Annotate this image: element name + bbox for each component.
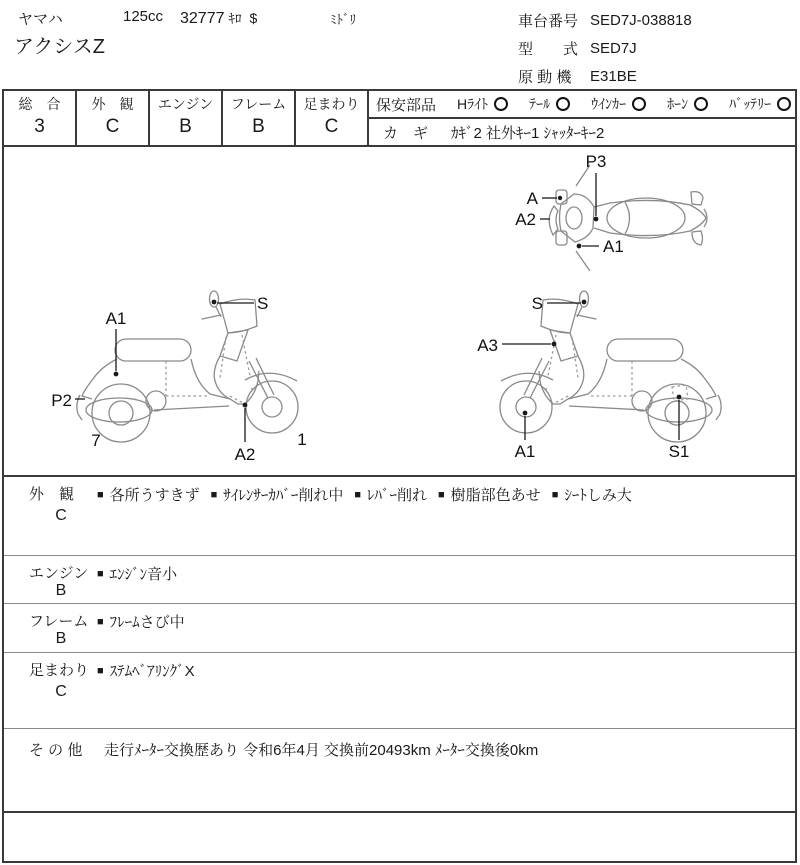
note-text: 各所うすきず [109, 487, 200, 504]
s-point-dot [212, 300, 217, 305]
s-point-dot [582, 300, 587, 305]
meter-replaced-mark: $ [249, 10, 258, 26]
grade-cell-engine [150, 91, 223, 145]
safety-item-headlight [457, 94, 508, 114]
diagram-label-s1: S1 [668, 442, 690, 461]
condition-label: フレーム [29, 613, 89, 630]
note-bullet: ■ [354, 489, 361, 501]
safety-parts-label: 保安部品 [376, 96, 437, 114]
ok-circle-icon [632, 97, 646, 111]
condition-label: そ の 他 [29, 742, 83, 759]
condition-note [354, 484, 427, 505]
other-notes-text: 走行ﾒｰﾀｰ交換歴あり 令和6年4月 交換前20493km ﾒｰﾀｰ交換後0km [104, 742, 539, 759]
note-bullet: ■ [97, 665, 104, 677]
displacement: 125cc [123, 8, 164, 25]
diagram-label-a: A [526, 189, 538, 208]
diagram-label-a1: A1 [105, 309, 127, 328]
diagram-label-a2: A2 [234, 445, 256, 464]
grade-cell-overall [4, 91, 77, 145]
grade-value: B [179, 116, 192, 137]
ok-circle-icon [777, 97, 791, 111]
safety-keys-column [369, 91, 795, 145]
grade-cell-undercarriage [296, 91, 369, 145]
a1-point-dot [114, 372, 119, 377]
top-view-drawing [549, 165, 707, 271]
grade-label: 足まわり [303, 96, 360, 112]
ok-circle-icon [556, 97, 570, 111]
left-view-labels [51, 294, 307, 464]
condition-grade: C [55, 507, 67, 524]
safety-item-tail [529, 94, 570, 114]
safety-parts-row [369, 91, 795, 119]
grade-label: 総 合 [18, 96, 61, 112]
diagram-label-p2: P2 [51, 391, 72, 410]
condition-label: エンジン [29, 565, 89, 582]
s1-point-dot [677, 395, 682, 400]
condition-row-frame [4, 604, 795, 653]
engine-code-value: E31BE [590, 67, 637, 85]
condition-note [97, 660, 195, 681]
condition-notes [97, 660, 787, 681]
condition-note [97, 484, 200, 505]
identity-block [518, 6, 692, 90]
model-code-row [518, 34, 692, 62]
note-bullet: ■ [97, 616, 104, 628]
grade-value: 3 [34, 116, 45, 137]
model-code-value: SED7J [590, 39, 637, 57]
ok-circle-icon [694, 97, 708, 111]
note-bullet: ■ [97, 489, 104, 501]
safety-item-name: ﾃｰﾙ [529, 96, 551, 112]
safety-item-name: Hﾗｲﾄ [457, 96, 489, 112]
p3-point-dot [594, 217, 599, 222]
condition-label: 外 観 [29, 486, 75, 503]
diagram-label-a2: A2 [515, 210, 536, 229]
condition-note [552, 484, 632, 505]
a2-point-dot [243, 403, 248, 408]
grade-value: C [324, 116, 339, 137]
a-point-dot [558, 196, 562, 200]
condition-note [97, 563, 177, 584]
note-text: ﾚﾊﾞｰ削れ [367, 487, 428, 504]
safety-item-name: ｳｲﾝｶｰ [591, 96, 627, 112]
grade-and-safety-table [4, 91, 795, 147]
note-text: 樹脂部色あせ [450, 487, 541, 504]
diagram-label-1: 1 [297, 430, 307, 449]
condition-row-engine [4, 556, 795, 604]
condition-notes [97, 563, 787, 584]
grade-label: 外 観 [91, 96, 134, 112]
note-text: ﾌﾚｰﾑさび中 [109, 614, 185, 631]
grade-label: フレーム [230, 96, 287, 112]
note-bullet: ■ [438, 489, 445, 501]
ok-circle-icon [494, 97, 508, 111]
grade-cell-frame [223, 91, 296, 145]
condition-grade: B [55, 630, 67, 647]
a3-point-dot [552, 342, 557, 347]
chassis-no-value: SED7J-038818 [590, 11, 692, 29]
condition-label: 足まわり [29, 662, 90, 679]
engine-code-row [518, 62, 692, 90]
condition-note [438, 484, 541, 505]
a1-point-dot [523, 411, 528, 416]
keys-row [369, 119, 795, 145]
keys-value: ｶｷﾞ2 社外ｷｰ1 ｼｬｯﾀｰｷｰ2 [451, 124, 605, 142]
note-text: ｼｰﾄしみ大 [564, 487, 632, 504]
grade-cell-exterior [77, 91, 150, 145]
diagram-label-a3: A3 [477, 336, 498, 355]
condition-row-exterior [4, 477, 795, 556]
diagram-label-s: S [531, 294, 543, 313]
engine-code-label: 原 動 機 [518, 68, 572, 86]
safety-item-name: ﾊﾞｯﾃﾘｰ [729, 96, 772, 112]
safety-item-horn [667, 94, 708, 114]
mileage [180, 8, 257, 28]
diagram-label-a1: A1 [514, 442, 536, 461]
condition-notes [97, 484, 787, 505]
condition-grade: B [55, 582, 67, 599]
damage-diagram [4, 147, 795, 477]
inspection-sheet-body [2, 89, 797, 863]
note-text: ｴﾝｼﾞﾝ音小 [109, 566, 178, 583]
a1-point-dot [577, 244, 582, 249]
condition-notes [97, 611, 787, 632]
note-bullet: ■ [551, 489, 559, 501]
body-color: ﾐﾄﾞﾘ [330, 12, 356, 27]
safety-item-winker [591, 94, 646, 114]
note-text: ｽﾃﾑﾍﾞｱﾘﾝｸﾞX [109, 663, 195, 680]
diagram-label-7: 7 [91, 431, 101, 450]
empty-row [4, 813, 795, 861]
condition-row-undercarriage [4, 653, 795, 729]
condition-grade: C [55, 683, 67, 700]
safety-item-battery [729, 94, 791, 114]
diagram-label-p3: P3 [585, 152, 607, 171]
mileage-unit: ｷﾛ [228, 11, 242, 26]
note-bullet: ■ [210, 489, 218, 501]
sheet-header [0, 0, 800, 88]
side-view-right-drawing [500, 291, 721, 442]
diagram-label-s: S [257, 294, 269, 313]
condition-note [211, 484, 344, 505]
grade-value: B [252, 116, 265, 137]
scooter-diagram-svg [4, 147, 795, 475]
grade-label: エンジン [157, 96, 214, 112]
condition-row-other [4, 729, 795, 813]
diagram-label-a1: A1 [603, 237, 624, 256]
chassis-no-row [518, 6, 692, 34]
safety-item-name: ﾎｰﾝ [667, 96, 689, 112]
grade-value: C [105, 116, 120, 137]
maker-name: ヤマハ [18, 11, 63, 28]
keys-label: カ ギ [383, 124, 429, 142]
note-bullet: ■ [97, 568, 104, 580]
note-text: ｻｲﾚﾝｻｰｶﾊﾞｰ削れ中 [223, 487, 344, 504]
model-name: アクシスZ [14, 36, 106, 58]
mileage-value: 32777 [180, 10, 225, 27]
model-code-label: 型 式 [518, 40, 579, 58]
chassis-no-label: 車台番号 [518, 12, 579, 30]
condition-note [97, 611, 185, 632]
